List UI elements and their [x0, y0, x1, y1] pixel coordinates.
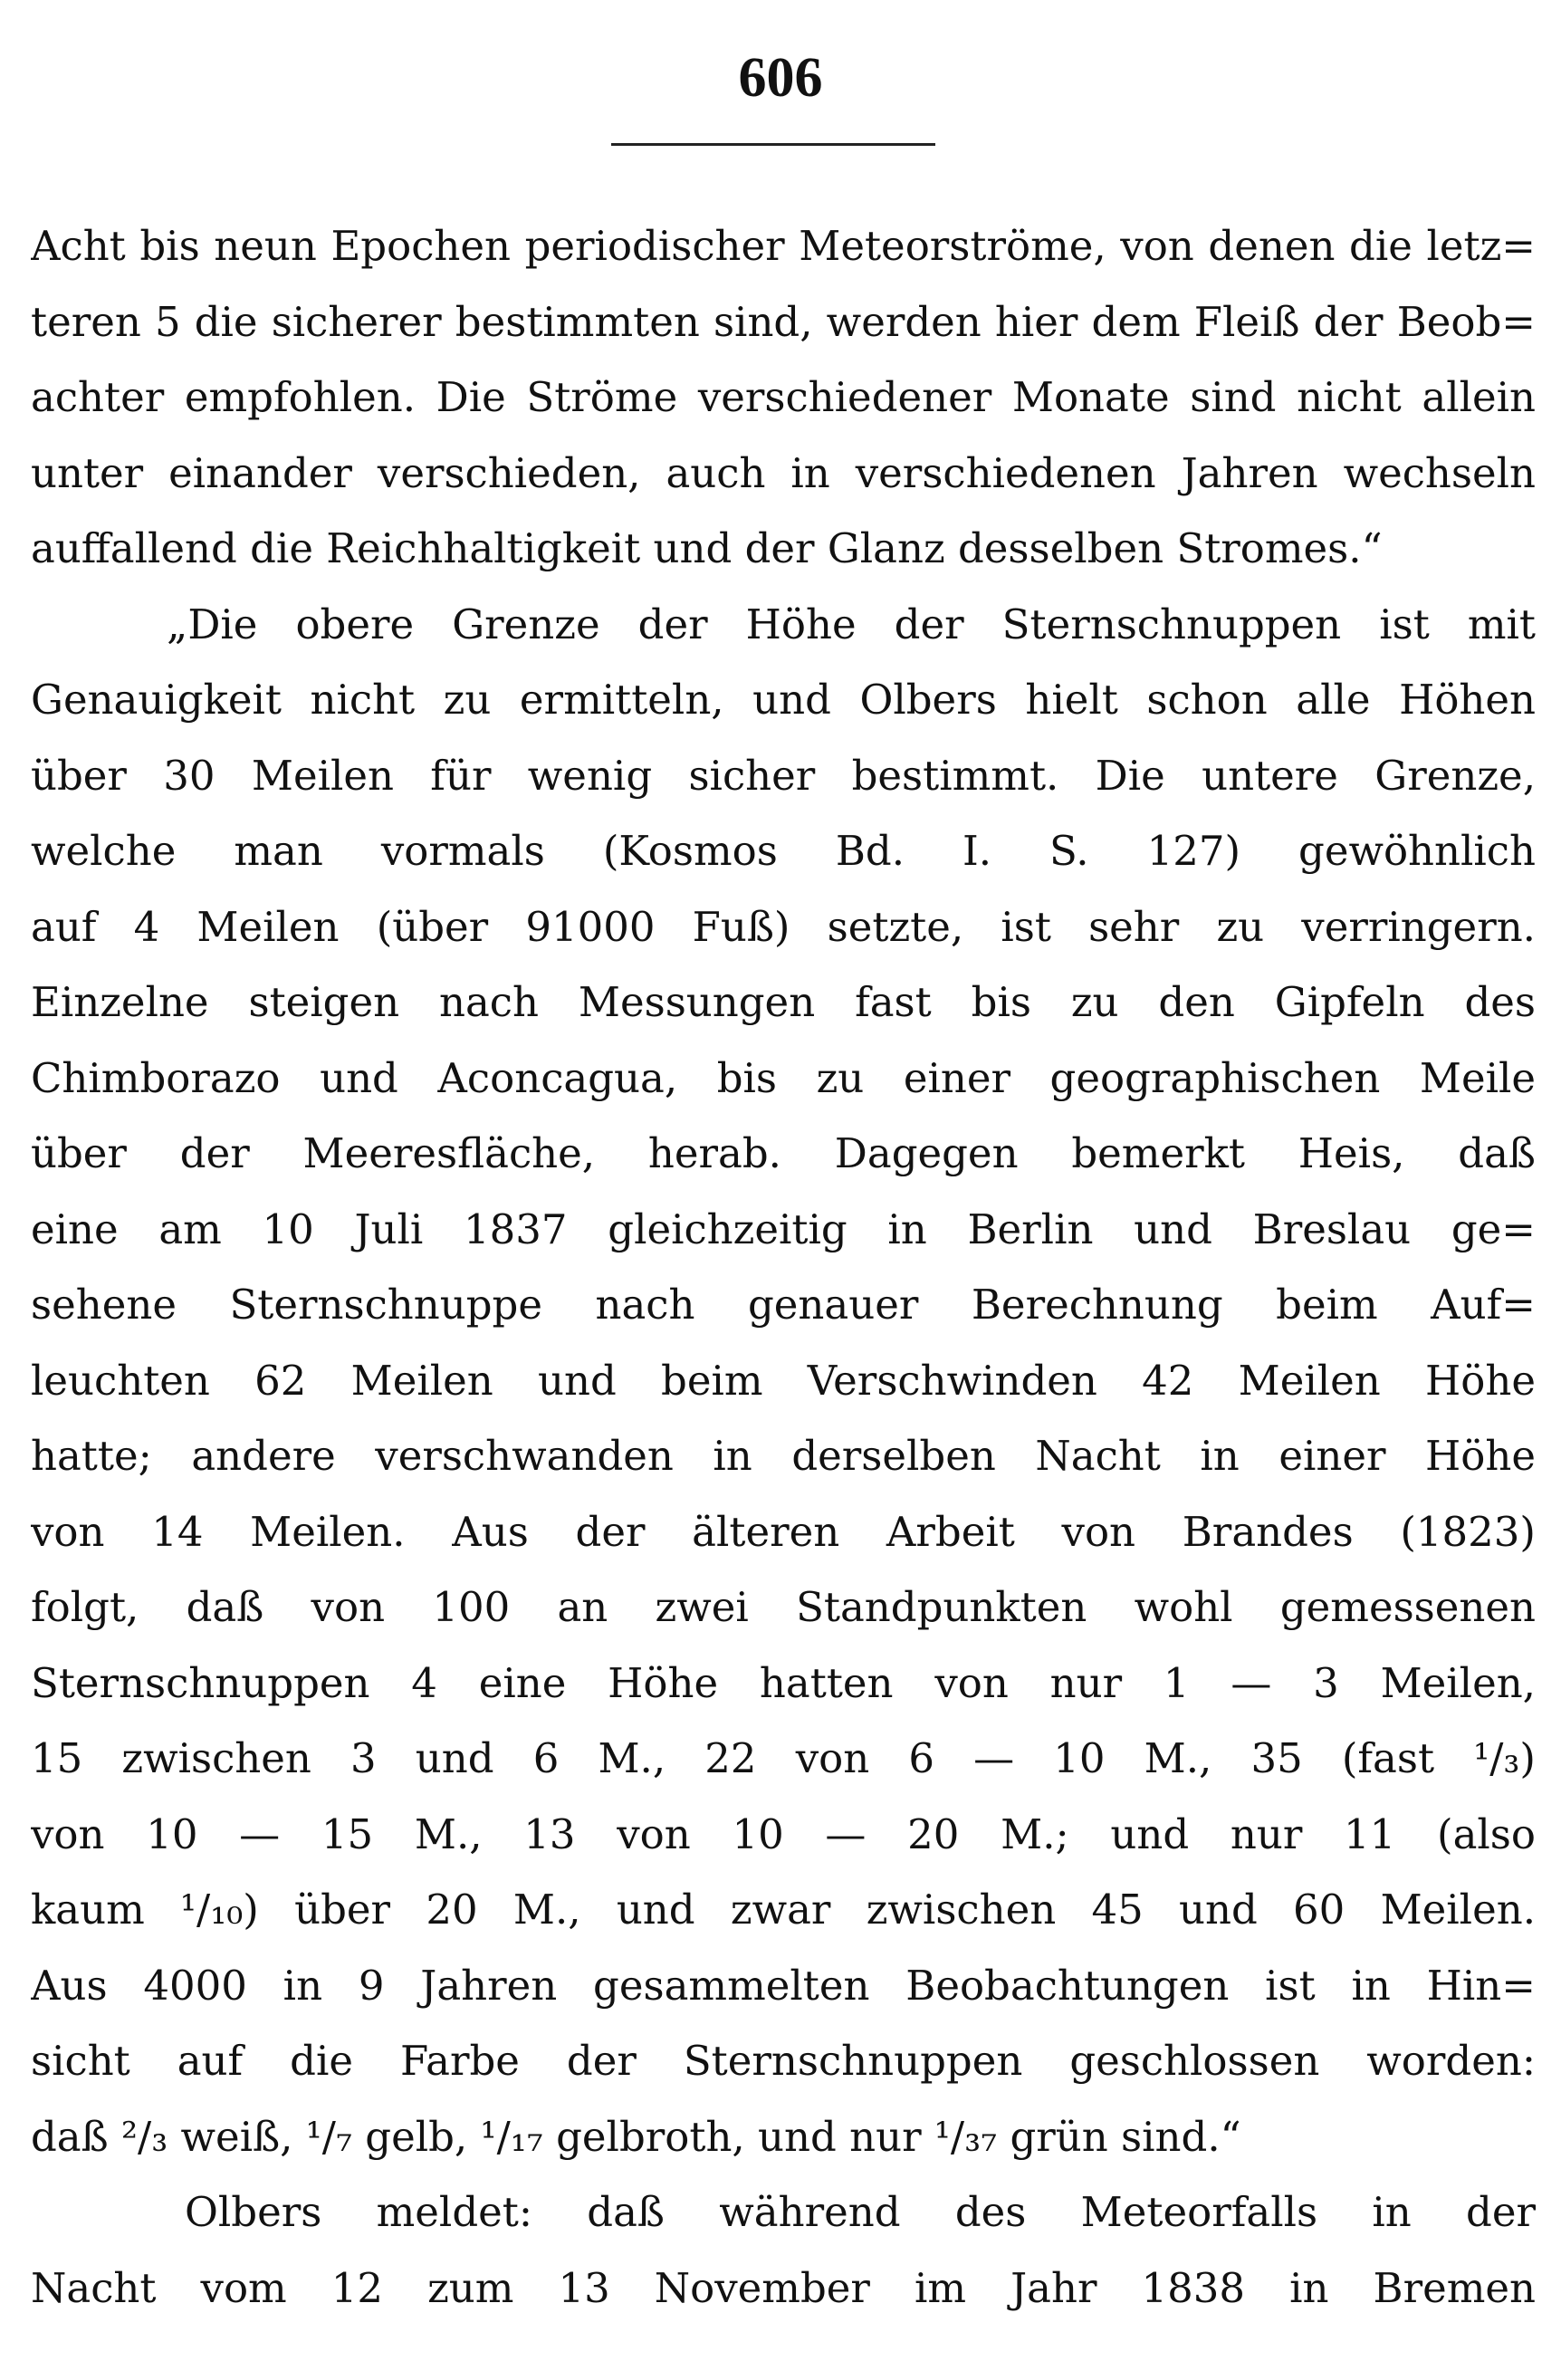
- text-line: eine am 10 Juli 1837 gleichzeitig in Berlin und Breslau ge=: [31, 1204, 1536, 1253]
- text-line: auffallend die Reichhaltigkeit und der Glanz desselben Stromes.“: [31, 524, 1383, 572]
- text-line: achter empfohlen. Die Ströme verschiedener Monate sind nicht allein: [31, 373, 1536, 421]
- page-number: 606: [738, 47, 823, 109]
- text-line: Sternschnuppen 4 eine Höhe hatten von nur 1 — 3 Meilen,: [31, 1658, 1536, 1707]
- text-line: sicht auf die Farbe der Sternschnuppen geschlossen worden:: [31, 2037, 1536, 2085]
- text-line: über der Meeresfläche, herab. Dagegen bemerkt Heis, daß: [31, 1129, 1536, 1177]
- text-line: unter einander verschieden, auch in verschiedenen Jahren wechseln: [31, 448, 1536, 497]
- text-line: „Die obere Grenze der Höhe der Sternschnuppen ist mit: [167, 600, 1536, 648]
- text-line: Aus 4000 in 9 Jahren gesammelten Beobachtungen ist in Hin=: [31, 1961, 1536, 2010]
- text-line: leuchten 62 Meilen und beim Verschwinden 42 Meilen Höhe: [31, 1356, 1536, 1405]
- text-line: auf 4 Meilen (über 91000 Fuß) setzte, ist sehr zu verringern.: [31, 902, 1536, 951]
- text-line: Nacht vom 12 zum 13 November im Jahr 1838 in Bremen: [31, 2263, 1536, 2312]
- text-line: 15 zwischen 3 und 6 M., 22 von 6 — 10 M., 35 (fast ¹/₃): [31, 1734, 1536, 1782]
- text-line: welche man vormals (Kosmos Bd. I. S. 127) gewöhnlich: [31, 827, 1536, 875]
- text-line: Olbers meldet: daß während des Meteorfalls in der: [185, 2188, 1536, 2236]
- text-line: von 10 — 15 M., 13 von 10 — 20 M.; und nur 11 (also: [31, 1809, 1536, 1858]
- text-line: über 30 Meilen für wenig sicher bestimmt. Die untere Grenze,: [31, 751, 1536, 800]
- text-line: hatte; andere verschwanden in derselben Nacht in einer Höhe: [31, 1432, 1536, 1480]
- text-line: Genauigkeit nicht zu ermitteln, und Olbers hielt schon alle Höhen: [31, 676, 1536, 724]
- text-line: Chimborazo und Aconcagua, bis zu einer geographischen Meile: [31, 1053, 1536, 1102]
- header-rule: [611, 143, 935, 146]
- text-line: sehene Sternschnuppe nach genauer Berechnung beim Auf=: [31, 1281, 1536, 1329]
- text-line: kaum ¹/₁₀) über 20 M., und zwar zwischen 45 und 60 Meilen.: [31, 1886, 1536, 1934]
- text-line: teren 5 die sicherer bestimmten sind, werden hier dem Fleiß der Beob=: [31, 297, 1536, 346]
- text-line: folgt, daß von 100 an zwei Standpunkten wohl gemessenen: [31, 1583, 1536, 1631]
- text-line: von 14 Meilen. Aus der älteren Arbeit von Brandes (1823): [31, 1507, 1536, 1556]
- text-line: Einzelne steigen nach Messungen fast bis zu den Gipfeln des: [31, 978, 1536, 1026]
- body-text: [31, 208, 1536, 2326]
- text-line: daß ²/₃ weiß, ¹/₇ gelb, ¹/₁₇ gelbroth, und nur ¹/₃₇ grün sind.“: [31, 2112, 1241, 2161]
- text-line: Acht bis neun Epochen periodischer Meteorströme, von denen die letz=: [31, 222, 1536, 270]
